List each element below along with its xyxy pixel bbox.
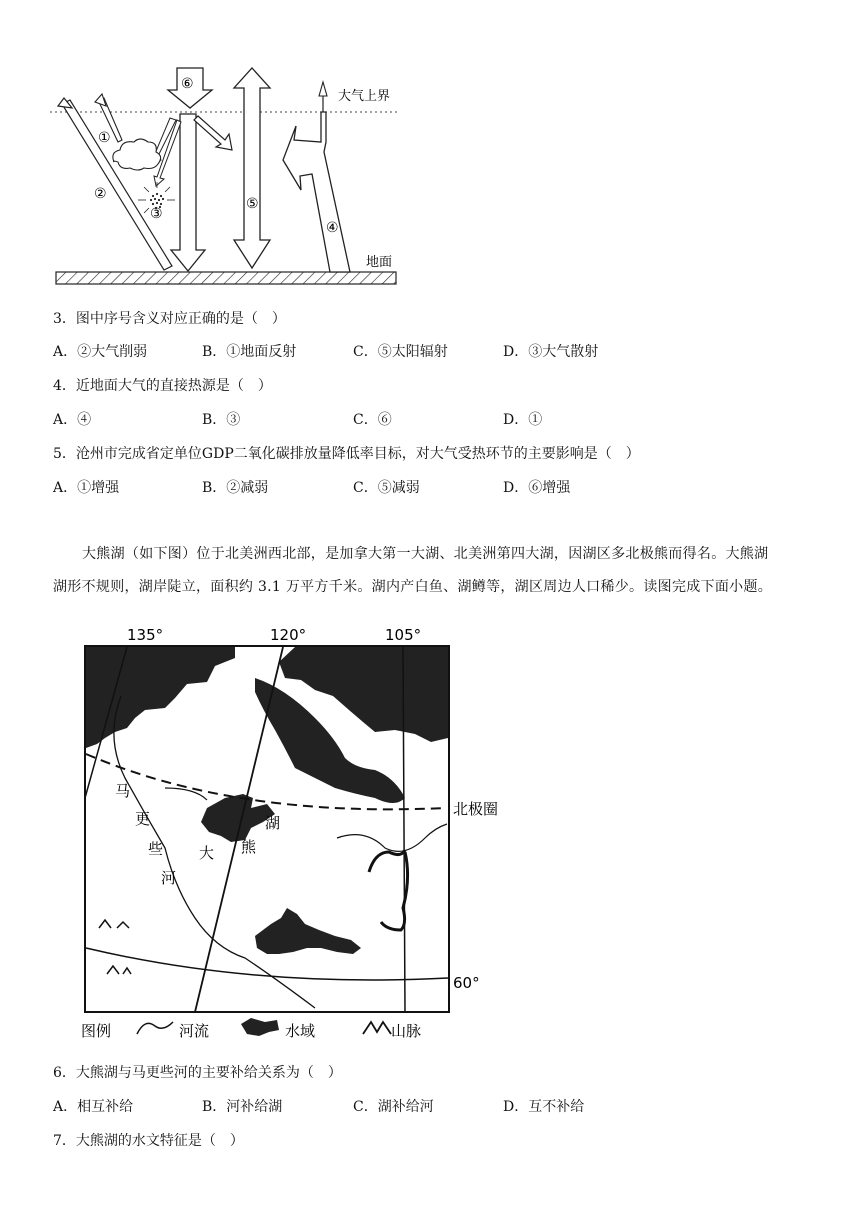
river-legend-icon [137, 1022, 173, 1034]
great-bear-lake-map [75, 618, 525, 1048]
mountain-legend-icon [363, 1022, 391, 1034]
question-text: 沧州市完成省定单位GDP二氧化碳排放量降低率目标，对大气受热环节的主要影响是（ ） [75, 446, 640, 462]
arctic-circle-label: 北极圈 [453, 800, 499, 818]
question-5 [53, 444, 640, 464]
upper-atmosphere-label: 大气上界 [338, 89, 391, 104]
question-number: 6． [53, 1065, 76, 1081]
question-3 [53, 309, 286, 329]
river-char-3: 些 [148, 840, 164, 858]
reflect-arrow [194, 116, 232, 150]
lon-105-label: 105° [385, 626, 422, 644]
radiation-diagram [40, 60, 420, 300]
option-3d[interactable]: D．③大气散射 [503, 344, 599, 360]
passage-line-1: 大熊湖（如下图）位于北美洲西北部，是加拿大第一大湖、北美洲第四大湖，因湖区多北极熊而得名。大熊湖 [82, 546, 769, 562]
option-3a[interactable]: A．②大气削弱 [53, 344, 148, 360]
label-1: ① [98, 130, 111, 146]
legend-title: 图例 [81, 1022, 112, 1040]
label-6: ⑥ [181, 76, 194, 92]
river-char-4: 河 [161, 869, 177, 887]
option-4a[interactable]: A．④ [53, 412, 92, 428]
question-text: 大熊湖的水文特征是（ ） [75, 1133, 244, 1149]
ground-label: 地面 [366, 255, 393, 270]
option-6d[interactable]: D．互不补给 [503, 1099, 585, 1115]
lat-60-label: 60° [453, 974, 480, 992]
question-7 [53, 1131, 244, 1151]
label-2: ② [94, 186, 107, 202]
legend-water: 水域 [285, 1022, 316, 1040]
option-6c[interactable]: C．湖补给河 [353, 1099, 434, 1115]
lake-char-1: 大 [199, 844, 215, 862]
option-5a[interactable]: A．①增强 [53, 480, 120, 496]
option-4d[interactable]: D．① [503, 412, 543, 428]
option-6b[interactable]: B．河补给湖 [202, 1099, 283, 1115]
label-4: ④ [326, 220, 339, 236]
question-text: 近地面大气的直接热源是（ ） [75, 378, 272, 394]
water-legend-icon [241, 1018, 279, 1036]
option-3c[interactable]: C．⑤太阳辐射 [353, 344, 448, 360]
option-5b[interactable]: B．②减弱 [202, 480, 269, 496]
arrow-6-down [171, 114, 205, 271]
label-3: ③ [150, 206, 163, 222]
arrow-5 [234, 68, 270, 268]
river-char-1: 马 [115, 782, 131, 800]
question-text: 大熊湖与马更些河的主要补给关系为（ ） [75, 1065, 342, 1081]
legend-river: 河流 [179, 1022, 210, 1040]
lon-135-label: 135° [127, 626, 164, 644]
arrow-4 [283, 112, 350, 272]
ground-bar [56, 272, 396, 284]
option-4c[interactable]: C．⑥ [353, 412, 392, 428]
question-text: 图中序号含义对应正确的是（ ） [75, 311, 286, 327]
lon-120-label: 120° [270, 626, 307, 644]
option-4b[interactable]: B．③ [202, 412, 241, 428]
label-5: ⑤ [246, 196, 259, 212]
river-char-2: 更 [135, 810, 151, 828]
option-5d[interactable]: D．⑥增强 [503, 480, 571, 496]
question-6 [53, 1063, 342, 1083]
passage-line-2: 湖形不规则，湖岸陡立，面积约 3.1 万平方千米。湖内产白鱼、湖鳟等，湖区周边人口稀少。读图完成下面小题。 [53, 579, 773, 595]
option-5c[interactable]: C．⑤减弱 [353, 480, 420, 496]
cloud-icon [113, 139, 161, 170]
question-number: 4． [53, 378, 76, 394]
lake-char-2: 熊 [241, 838, 257, 856]
question-4 [53, 376, 272, 396]
question-number: 3． [53, 311, 76, 327]
option-3b[interactable]: B．①地面反射 [202, 344, 297, 360]
question-number: 7． [53, 1133, 76, 1149]
option-6a[interactable]: A．相互补给 [53, 1099, 134, 1115]
legend-mountain: 山脉 [391, 1022, 422, 1040]
question-number: 5． [53, 446, 76, 462]
lake-char-3: 湖 [265, 814, 281, 832]
